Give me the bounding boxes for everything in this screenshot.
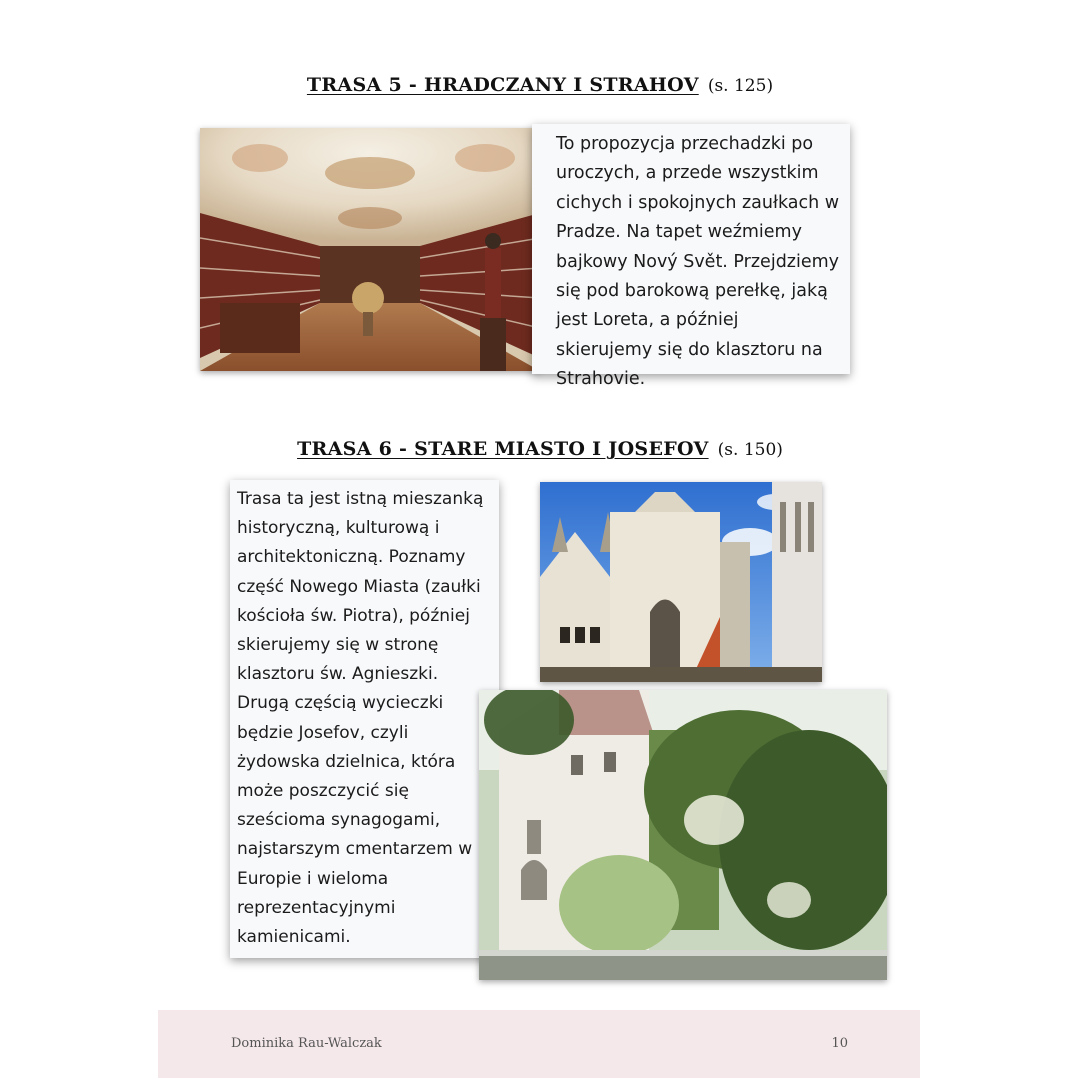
- page-footer: [158, 1010, 920, 1078]
- section1-title: TRASA 5 - HRADCZANY I STRAHOV: [306, 74, 699, 96]
- section2-page-ref: (s. 150): [717, 440, 783, 460]
- page-number: 10: [831, 1036, 848, 1051]
- library-hall-photo: [200, 128, 540, 371]
- courtyard-garden-photo: [479, 690, 887, 980]
- synagogue-photo: [540, 482, 822, 682]
- section1-heading: [0, 74, 1080, 96]
- footer-author: Dominika Rau-Walczak: [231, 1036, 382, 1051]
- section1-description: To propozycja przechadzki po uroczych, a przede wszystkim cichych i spokojnych zaułkach w Pradze. Na tapet weźmiemy bajkowy Nový Svět. Przejdziemy się pod barokową perełkę, jaką jest Loreta, a później skierujemy się do klasztoru na Strahovie.: [532, 124, 850, 374]
- section2-title: TRASA 6 - STARE MIASTO I JOSEFOV: [297, 438, 709, 460]
- section2-description: Trasa ta jest istną mieszanką historyczną, kulturową i architektoniczną. Poznamy część Nowego Miasta (zaułki kościoła św. Piotra), później skierujemy się w stronę klasztoru św. Agnieszki. Drugą częścią wycieczki będzie Josefov, czyli żydowska dzielnica, która może poszczycić się sześcioma synagogami, najstarszym cmentarzem w Europie i wieloma reprezentacyjnymi kamienicami.: [230, 480, 499, 958]
- section1-page-ref: (s. 125): [707, 76, 774, 96]
- section2-heading: [0, 438, 1080, 460]
